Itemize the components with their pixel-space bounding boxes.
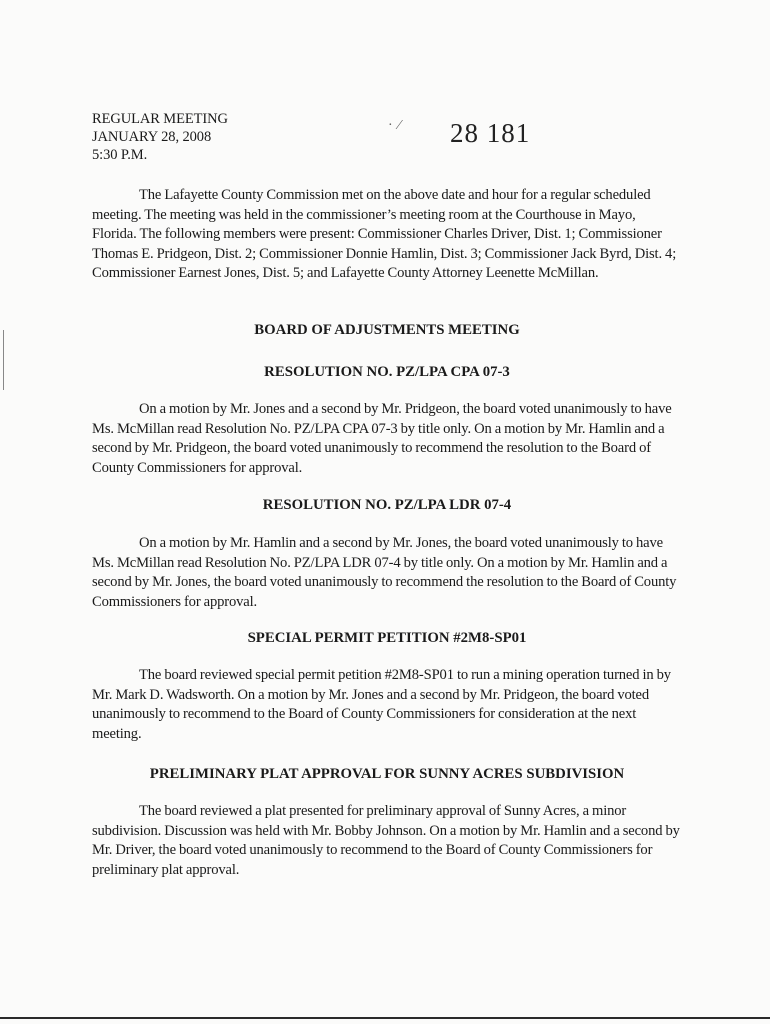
section-body-special-permit: The board reviewed special permit petition #2M8-SP01 to run a mining operation turned in by Mr. Mark D. Wadsworth. On a motion by Mr. Jones and a second by Mr. Pridgeon, the board voted unanimously to recommend to the Board of County Commissioners for consideration at the next meeting. xyxy=(92,667,671,742)
meeting-type: REGULAR MEETING xyxy=(92,111,228,127)
scan-edge-mark xyxy=(3,330,4,390)
section-heading-resolution-cpa: RESOLUTION NO. PZ/LPA CPA 07-3 xyxy=(264,364,510,380)
section-body-resolution-ldr: On a motion by Mr. Hamlin and a second by Mr. Jones, the board voted unanimously to have Ms. McMillan read Resolution No. PZ/LPA LDR 07-4 by title only. On a motion by Mr. Hamlin and a second by Mr. Jones, the board voted unanimously to recommend the resolution to the Board of County Commissioners for approval. xyxy=(92,535,677,610)
bottom-rule xyxy=(0,1017,770,1019)
meeting-header xyxy=(92,110,228,164)
section-body-preliminary-plat: The board reviewed a plat presented for preliminary approval of Sunny Acres, a minor subdivision. Discussion was held with Mr. Bobby Johnson. On a motion by Mr. Hamlin and a second by Mr. Driver, the board voted unanimously to recommend to the Board of County Commissioners for preliminary plat approval. xyxy=(92,803,680,878)
section-heading-special-permit: SPECIAL PERMIT PETITION #2M8-SP01 xyxy=(247,630,527,646)
section-heading-preliminary-plat: PRELIMINARY PLAT APPROVAL FOR SUNNY ACRES SUBDIVISION xyxy=(149,766,625,782)
section-heading-board-of-adjustments: BOARD OF ADJUSTMENTS MEETING xyxy=(254,322,520,338)
meeting-date: JANUARY 28, 2008 xyxy=(92,129,212,145)
book-page-number: 28 181 xyxy=(450,118,531,148)
meeting-time: 5:30 P.M. xyxy=(92,147,148,163)
section-body-resolution-cpa: On a motion by Mr. Jones and a second by Mr. Pridgeon, the board voted unanimously to have Ms. McMillan read Resolution No. PZ/LPA CPA 07-3 by title only. On a motion by Mr. Hamlin and a second by Mr. Pridgeon, the board voted unanimously to recommend the resolution to the Board of County Commissioners for approval. xyxy=(92,401,672,476)
faint-stamp: · ⁄ xyxy=(388,118,402,133)
section-heading-resolution-ldr: RESOLUTION NO. PZ/LPA LDR 07-4 xyxy=(262,497,512,513)
intro-paragraph: The Lafayette County Commission met on the above date and hour for a regular scheduled meeting. The meeting was held in the commissioner’s meeting room at the Courthouse in Mayo, Florida. The following members were present: Commissioner Charles Driver, Dist. 1; Commissioner Thomas E. Pridgeon, Dist. 2; Commissioner Donnie Hamlin, Dist. 3; Commissioner Jack Byrd, Dist. 4; Commissioner Earnest Jones, Dist. 5; and Lafayette County Attorney Leenette McMillan. xyxy=(92,187,677,282)
